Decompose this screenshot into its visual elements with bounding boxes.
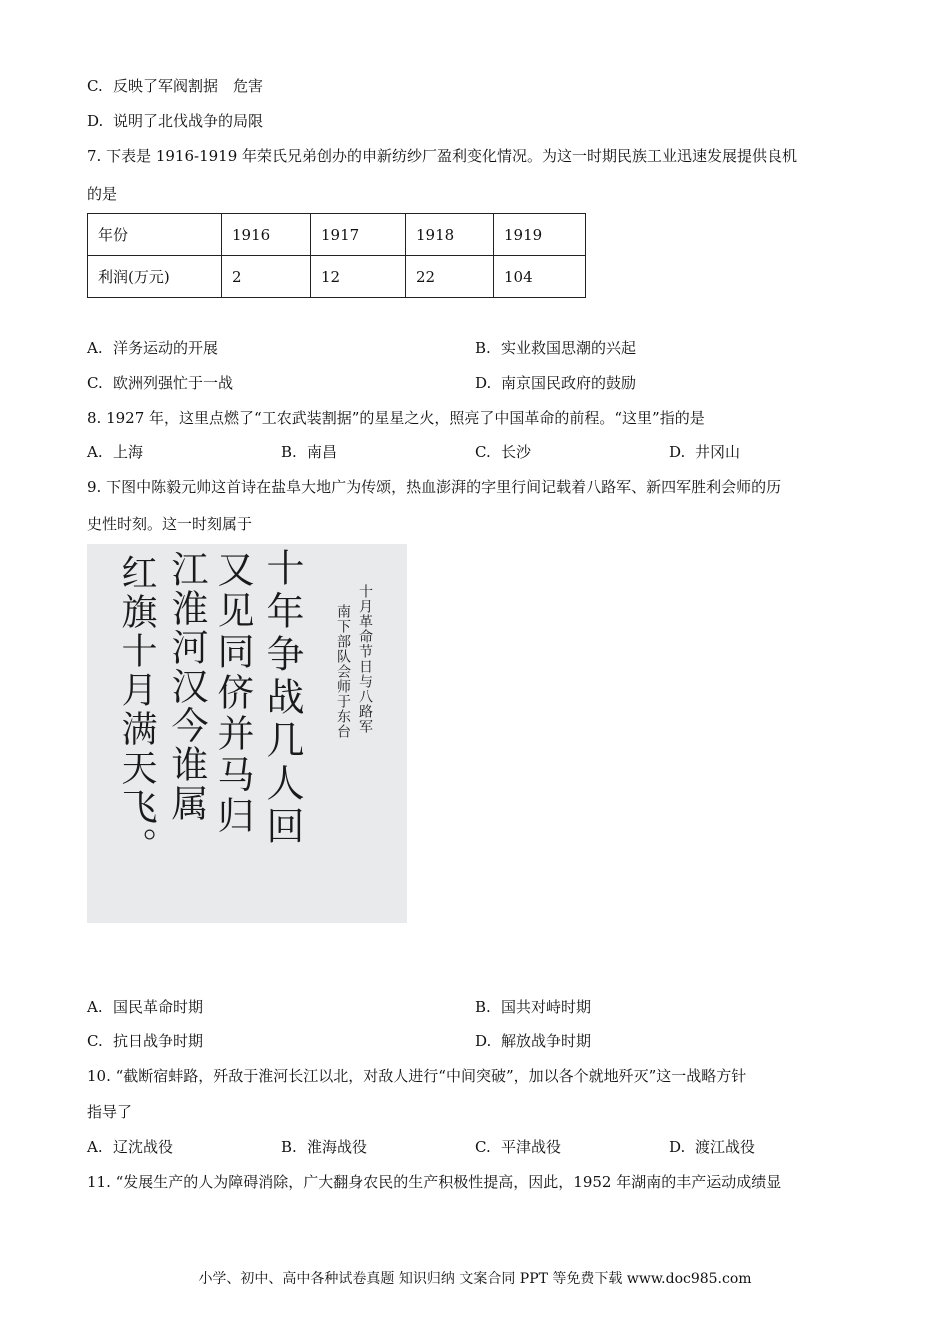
q10-option-a: A. 辽沈战役 xyxy=(87,1138,174,1156)
q7-stem-line2: 的是 xyxy=(87,185,118,203)
q9-option-a: A. 国民革命时期 xyxy=(87,998,204,1016)
q9-stem-line1: 9. 下图中陈毅元帅这首诗在盐阜大地广为传颂，热血澎湃的字里行间记载着八路军、新四军胜利会师的历 xyxy=(87,478,782,496)
table-cell: 1919 xyxy=(494,214,586,256)
q7-profit-table xyxy=(87,213,586,298)
q7-option-b: B. 实业救国思潮的兴起 xyxy=(475,339,637,357)
table-cell: 年份 xyxy=(88,214,222,256)
q8-option-d: D. 井冈山 xyxy=(669,443,741,461)
q6-option-d: D. 说明了北伐战争的局限 xyxy=(87,112,264,130)
table-cell: 1918 xyxy=(406,214,494,256)
table-cell: 1916 xyxy=(222,214,311,256)
table-cell: 104 xyxy=(494,256,586,298)
q10-option-d: D. 渡江战役 xyxy=(669,1138,756,1156)
poem-column-4: 红旗十月满天飞。 xyxy=(116,554,157,866)
table-cell: 利润(万元) xyxy=(88,256,222,298)
poem-column-3: 江淮河汉今谁属 xyxy=(165,550,208,823)
q7-option-a: A. 洋务运动的开展 xyxy=(87,339,219,357)
q11-stem-line1: 11. “发展生产的人为障碍消除，广大翻身农民的生产积极性提高，因此，1952 年湖南的丰产运动成绩显 xyxy=(87,1173,782,1191)
q9-stem-line2: 史性时刻。这一时刻属于 xyxy=(87,515,253,533)
table-cell: 12 xyxy=(311,256,406,298)
table-cell: 22 xyxy=(406,256,494,298)
poem-inscription-2: 南下部队会师于东台 xyxy=(335,604,351,739)
table-cell: 1917 xyxy=(311,214,406,256)
table-row xyxy=(88,256,586,298)
q8-option-a: A. 上海 xyxy=(87,443,144,461)
q9-option-b: B. 国共对峙时期 xyxy=(475,998,592,1016)
q6-option-c: C. 反映了军阀割据 危害 xyxy=(87,77,264,95)
poem-inscription-1: 十月革命节日与八路军 xyxy=(357,584,373,734)
q10-stem-line2: 指导了 xyxy=(87,1103,133,1121)
q8-option-c: C. 长沙 xyxy=(475,443,532,461)
q9-option-d: D. 解放战争时期 xyxy=(475,1032,592,1050)
q10-option-b: B. 淮海战役 xyxy=(281,1138,368,1156)
page-footer: 小学、初中、高中各种试卷真题 知识归纳 文案合同 PPT 等免费下载 www.doc985.com xyxy=(198,1271,752,1287)
q7-option-d: D. 南京国民政府的鼓励 xyxy=(475,374,637,392)
poem-column-1: 十年争战几人回 xyxy=(260,548,304,849)
q10-option-c: C. 平津战役 xyxy=(475,1138,562,1156)
poem-column-2: 又见同侪并马归 xyxy=(211,550,254,837)
q8-option-b: B. 南昌 xyxy=(281,443,338,461)
q9-option-c: C. 抗日战争时期 xyxy=(87,1032,204,1050)
q7-stem-line1: 7. 下表是 1916-1919 年荣氏兄弟创办的申新纺纱厂盈利变化情况。为这一时期民族工业迅速发展提供良机 xyxy=(87,147,798,165)
q7-option-c: C. 欧洲列强忙于一战 xyxy=(87,374,234,392)
table-row xyxy=(88,214,586,256)
calligraphy-poem-image xyxy=(87,544,407,923)
q10-stem-line1: 10. “截断宿蚌路，歼敌于淮河长江以北，对敌人进行“中间突破”，加以各个就地歼灭”这一战略方针 xyxy=(87,1067,747,1085)
q8-stem: 8. 1927 年，这里点燃了“工农武装割据”的星星之火，照亮了中国革命的前程。“这里”指的是 xyxy=(87,409,705,427)
table-cell: 2 xyxy=(222,256,311,298)
